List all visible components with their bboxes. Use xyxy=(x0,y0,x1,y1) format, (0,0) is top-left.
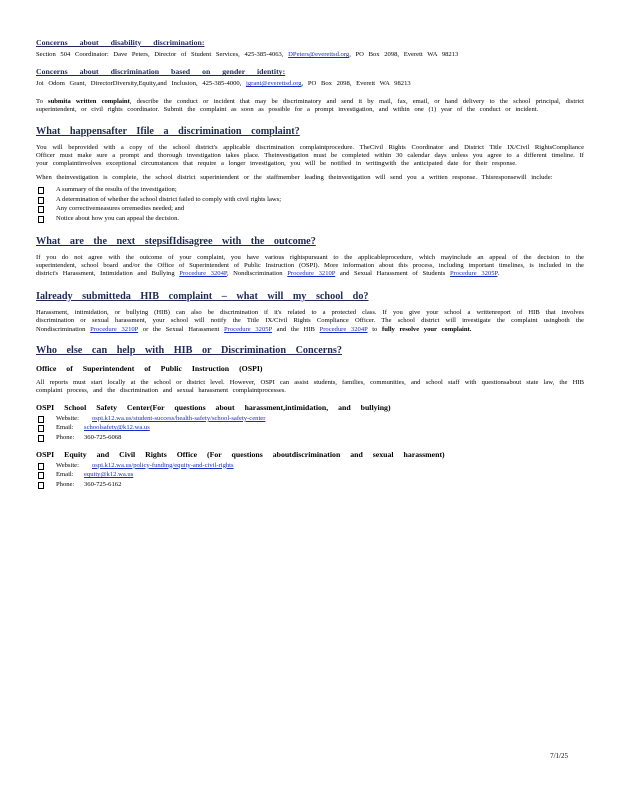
bullet-icon xyxy=(38,463,44,470)
after-paragraph-1: You will beprovided with a copy of the school district's applicable discrimination complaintprocedure. TheCivil Rights Coordinator and District Title IX/Civil RightsCompliance Officer must make sure a prompt and thorough investigation takes place. Theinvestigation must be completed within 30 calendar days unless you agree to a different timeline. If your complaintinvolves exceptional circumstances that require a longer investigation, you will be notified in writingwith the anticipated date for their response. xyxy=(36,143,584,168)
ospi-paragraph: All reports must start locally at the school or district level. However, OSPI can assist students, families, communities, and school staff with questionsabout state law, the HIB complaint process, and the discrimination and sexual harassment complaintprocesses. xyxy=(36,379,584,395)
disability-email-link[interactable]: DPeters@everettsd.org xyxy=(288,51,350,58)
bullet-icon xyxy=(38,197,44,204)
bullet-icon xyxy=(38,416,44,423)
safety-phone: 360-725-6068 xyxy=(84,434,122,442)
list-item: Website: ospi.k12.wa.us/student-success/health-safety/school-safety-center xyxy=(36,414,584,424)
next-steps-heading: What are the next stepsifIdisagree with the outcome? xyxy=(36,235,316,247)
who-else-heading: Who else can help with HIB or Discrimination Concerns? xyxy=(36,345,342,357)
equity-email-link[interactable]: equity@k12.wa.us xyxy=(84,471,134,479)
bullet-icon xyxy=(38,472,44,479)
list-item: A determination of whether the school district failed to comply with civil rights laws; xyxy=(36,195,584,205)
bullet-icon xyxy=(38,206,44,213)
bullet-icon xyxy=(38,482,44,489)
list-item: Any correctivemeasures orremedies needed; and xyxy=(36,204,584,214)
list-item: Phone: 360-725-6068 xyxy=(36,433,584,443)
gender-contact: Joi Odom Grant, DirectorDiversity,Equity,and Inclusion, 425-385-4000, jgrant@everettsd.org, PO Box 2098, Everett WA 98213 xyxy=(36,80,411,88)
disability-contact: Section 504 Coordinator: Dave Peters, Director of Student Services, 425-385-4063, DPeters@everettsd.org, PO Box 2098, Everett WA 98213 xyxy=(36,51,459,58)
equity-phone: 360-725-6162 xyxy=(84,480,122,488)
submit-complaint-text: To submita written complaint, describe the conduct or incident that may be discriminatory and send it by mail, fax, email, or hand delivery to the school principal, district superintendent, or civil rights coordinator. Submit the complaint as soon as possible for a prompt investigation, and within one (1) year of the conduct or incident. xyxy=(36,97,584,114)
bullet-icon xyxy=(38,216,44,223)
hib-heading: Ialready submitteda HIB complaint – what will my school do? xyxy=(36,290,369,302)
equity-office-title: OSPI Equity and Civil Rights Office (For questions aboutdiscrimination and sexual harassment) xyxy=(36,449,445,459)
disability-heading: Concerns about disability discrimination: xyxy=(36,38,205,47)
list-item: Website: ospi.k12.wa.us/policy-funding/equity-and-civil-rights xyxy=(36,461,584,471)
bullet-icon xyxy=(38,435,44,442)
after-paragraph-2: When theinvestigation is complete, the school district superintendent or the staffmember leading theinvestigation will send you a written response. Thisresponsewill include: xyxy=(36,173,553,181)
safety-center-list xyxy=(36,414,584,443)
after-complaint-heading: What happensafter Ifile a discrimination complaint? xyxy=(36,125,300,137)
gender-email-link[interactable]: jgrant@everettsd.org xyxy=(246,80,302,88)
document-page xyxy=(36,38,584,489)
list-item: Phone: 360-725-6162 xyxy=(36,480,584,490)
bullet-icon xyxy=(38,425,44,432)
procedure-3210p-link[interactable]: Procedure 3210P xyxy=(287,270,336,278)
safety-center-title: OSPI School Safety Center(For questions about harassment,intimidation, and bullying) xyxy=(36,402,391,412)
procedure-3204p-link[interactable]: Procedure 3204P xyxy=(319,325,368,333)
procedure-3210p-link[interactable]: Procedure 3210P xyxy=(90,325,139,333)
hib-paragraph: Harassment, intimidation, or bullying (HIB) can also be discrimination if it's related to a protected class. If you give your school a writtenreport of HIB that involves discrimination or sexual harassment, your school will notify the Title IX/Civil Rights Compliance Officer. The school district will investigate the complaint usingboth the Nondiscrimination Procedure 3210P or the Sexual Harassment Procedure 3205P and the HIB Procedure 3204P to fully resolve your complaint. xyxy=(36,308,584,333)
list-item: Email: schoolsafety@k12.wa.us xyxy=(36,423,584,433)
list-item: A summary of the results of the investigation; xyxy=(36,185,584,195)
procedure-3204p-link[interactable]: Procedure 3204P xyxy=(179,270,227,278)
equity-website-link[interactable]: ospi.k12.wa.us/policy-funding/equity-and-civil-rights xyxy=(92,461,234,469)
procedure-3205p-link[interactable]: Procedure 3205P xyxy=(449,270,498,278)
equity-office-list xyxy=(36,461,584,490)
procedure-3205p-link[interactable]: Procedure 3205P xyxy=(224,325,272,333)
footer-date: 7/1/25 xyxy=(550,752,568,760)
bullet-icon xyxy=(38,187,44,194)
next-steps-paragraph: If you do not agree with the outcome of your complaint, you have various rightspursuant to the applicableprocedure, which mayinclude an appeal of the decision to the superintendent, school board and/or the Office of Superintendent of Public Instruction (OSPI). More information about this process, including important timelines, is included in the district's Harassment, Intimidation and Bullying Procedure 3204P, Nondiscrimination Procedure 3210P and Sexual Harassment of Students Procedure 3205P. xyxy=(36,253,584,278)
safety-email-link[interactable]: schoolsafety@k12.wa.us xyxy=(84,424,150,432)
list-item: Notice about how you can appeal the decision. xyxy=(36,214,584,224)
response-bullet-list xyxy=(36,185,584,223)
ospi-title: Office of Superintendent of Public Instruction (OSPI) xyxy=(36,364,263,374)
list-item: Email: equity@k12.wa.us xyxy=(36,470,584,480)
gender-identity-heading: Concerns about discrimination based on gender identity: xyxy=(36,67,286,77)
safety-website-link[interactable]: ospi.k12.wa.us/student-success/health-safety/school-safety-center xyxy=(92,414,266,422)
